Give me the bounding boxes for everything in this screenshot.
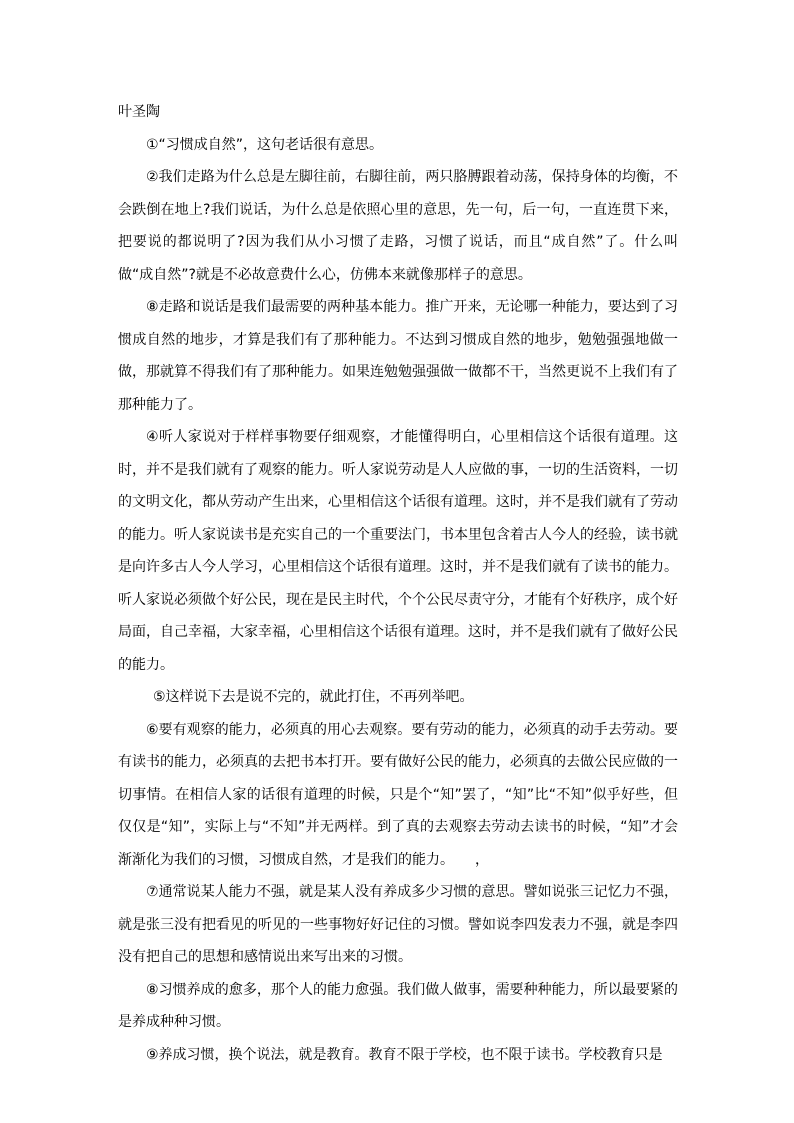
essay-text <box>118 96 678 1071</box>
author-name: 叶圣陶 <box>118 104 160 120</box>
paragraph-2: ②我们走路为什么总是左脚往前，右脚往前，两只胳膊跟着动荡，保持身体的均衡，不会跌倒在地上?我们说话，为什么总是依照心里的意思，先一句，后一句，一直连贯下来，把要说的都说明了?因为我们从小习惯了走路，习惯了说话，而且“成自然”了。什么叫做“成自然”?就是不必故意费什么心，仿佛本来就像那样子的意思。 <box>118 169 678 283</box>
paragraph-6: ⑥要有观察的能力，必须真的用心去观察。要有劳动的能力，必须真的动手去劳动。要有读书的能力，必须真的去把书本打开。要有做好公民的能力，必须真的去做公民应做的一切事情。在相信人家的话很有道理的时候，只是个“知”罢了，“知”比“不知”似乎好些，但仅仅是“知”，实际上与“不知”并无两样。到了真的去观察去劳动去读书的时候，“知”才会渐渐化为我们的习惯，习惯成自然，才是我们的能力。 ， <box>118 721 678 868</box>
paragraph-9: ⑨养成习惯，换个说法，就是教育。教育不限于学校，也不限于读书。学校教育只是 <box>146 1046 663 1063</box>
paragraph-3: ⑧走路和说话是我们最需要的两种基本能力。推广开来，无论哪一种能力，要达到了习惯成自然的地步，才算是我们有了那种能力。不达到习惯成自然的地步，勉勉强强地做一做，那就算不得我们有了那种能力。如果连勉勉强强做一做都不干，当然更说不上我们有了那种能力了。 <box>118 299 678 413</box>
paragraph-5: ⑤这样说下去是说不完的，就此打住，不再列举吧。 <box>153 689 474 705</box>
paragraph-8: ⑧习惯养成的愈多，那个人的能力愈强。我们做人做事，需要种种能力，所以最要紧的是养成种种习惯。 <box>118 981 678 1030</box>
paragraph-7: ⑦通常说某人能力不强，就是某人没有养成多少习惯的意思。譬如说张三记忆力不强，就是张三没有把看见的听见的一些事物好好记住的习惯。譬如说李四发表力不强，就是李四没有把自己的思想和感情说出来写出来的习惯。 <box>118 884 678 965</box>
paragraph-1: ①“习惯成自然”，这句老话很有意思。 <box>146 136 384 153</box>
paragraph-4: ④听人家说对于样样事物要仔细观察，才能懂得明白，心里相信这个话很有道理。这时，并不是我们就有了观察的能力。听人家说劳动是人人应做的事，一切的生活资料，一切的文明文化，都从劳动产生出来，心里相信这个话很有道理。这时，并不是我们就有了劳动的能力。听人家说读书是充实自己的一个重要法门，书本里包含着古人今人的经验，读书就是向许多古人今人学习，心里相信这个话很有道理。这时，并不是我们就有了读书的能力。听人家说必须做个好公民，现在是民主时代，个个公民尽责守分，才能有个好秩序，成个好局面，自己幸福，大家幸福，心里相信这个话很有道理。这时，并不是我们就有了做好公民的能力。 <box>118 429 678 673</box>
